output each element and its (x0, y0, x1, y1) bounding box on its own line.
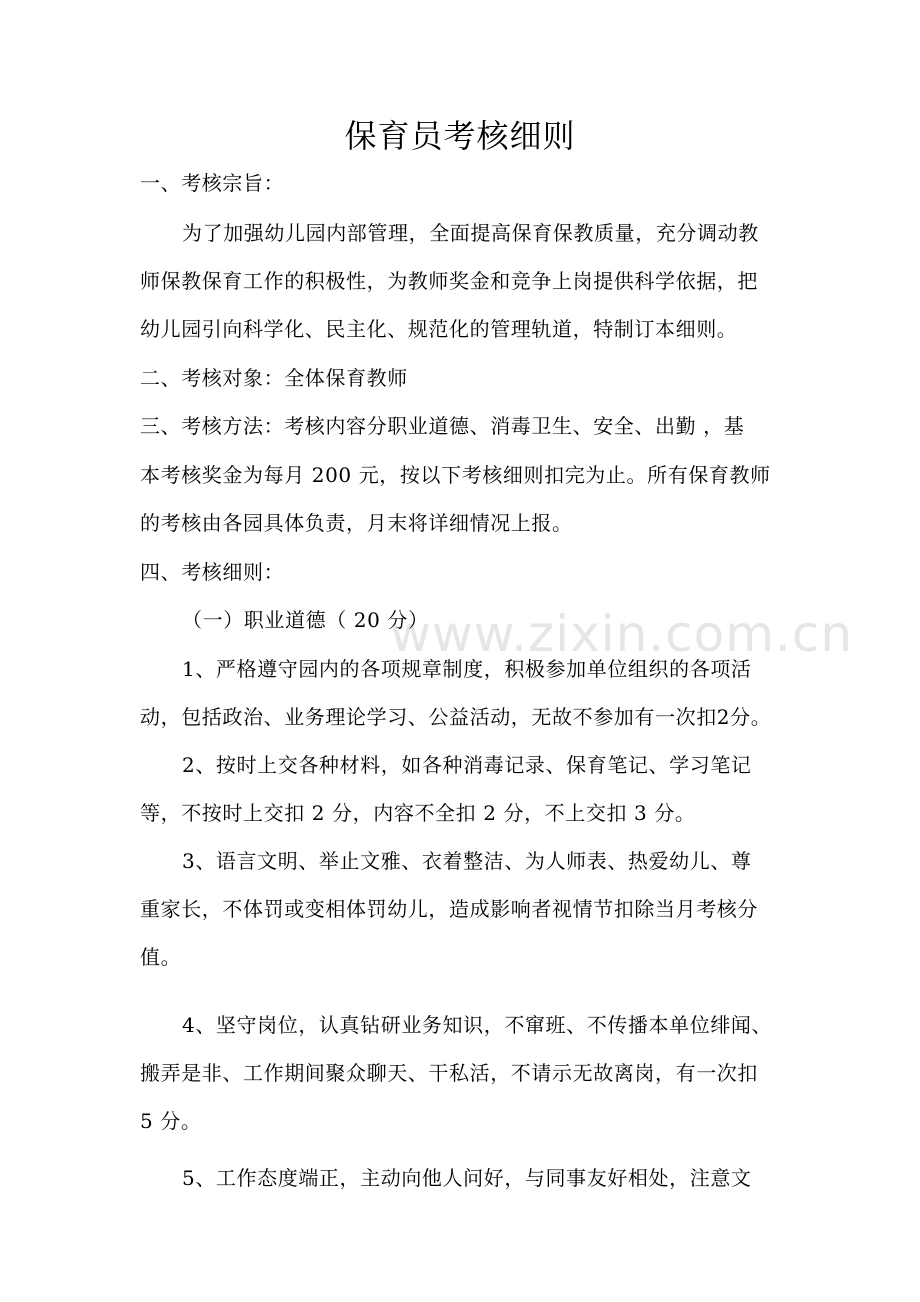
rule-item-5: 5、工作态度端正，主动向他人问好，与同事友好相处，注意文 (182, 1166, 752, 1190)
paragraph-line: 等，不按时上交扣 2 分，内容不全扣 2 分，不上交扣 3 分。 (140, 801, 696, 825)
section-heading-rules: 四、考核细则： (140, 560, 285, 584)
paragraph-line: 重家长，不体罚或变相体罚幼儿，造成影响者视情节扣除当月考核分 (140, 897, 758, 921)
section-heading-method: 三、考核方法：考核内容分职业道德、消毒卫生、安全、出勤 ，基 (140, 414, 745, 438)
paragraph-line: 值。 (140, 945, 182, 969)
rule-item-1: 1、严格遵守园内的各项规章制度，积极参加单位组织的各项活 (182, 657, 752, 681)
paragraph-line: 幼儿园引向科学化、民主化、规范化的管理轨道，特制订本细则。 (140, 317, 738, 341)
section-heading-purpose: 一、考核宗旨： (140, 171, 285, 195)
section-heading-target: 二、考核对象：全体保育教师 (140, 366, 408, 390)
paragraph-line: 动，包括政治、业务理论学习、公益活动，无故不参加有一次扣2分。 (140, 705, 772, 729)
paragraph-line: 5 分。 (140, 1109, 202, 1133)
paragraph-line: 为了加强幼儿园内部管理，全面提高保育保教质量，充分调动教 (182, 221, 759, 245)
rule-item-3: 3、语言文明、举止文雅、衣着整洁、为人师表、热爱幼儿、尊 (182, 849, 752, 873)
paragraph-line: 师保教保育工作的积极性，为教师奖金和竞争上岗提供科学依据，把 (140, 269, 758, 293)
subsection-heading-ethics: （一）职业道德（ 20 分） (182, 608, 429, 632)
paragraph-line: 搬弄是非、工作期间聚众聊天、干私活，不请示无故离岗，有一次扣 (140, 1061, 758, 1085)
paragraph-line: 本考核奖金为每月 200 元，按以下考核细则扣完为止。所有保育教师 (140, 463, 771, 487)
rule-item-4: 4、坚守岗位，认真钻研业务知识，不窜班、不传播本单位绯闻、 (182, 1013, 773, 1037)
watermark: www.zixin.com.cn (390, 605, 854, 663)
paragraph-line: 的考核由各园具体负责，月末将详细情况上报。 (140, 511, 573, 535)
rule-item-2: 2、按时上交各种材料，如各种消毒记录、保育笔记、学习笔记 (182, 753, 752, 777)
document-title: 保育员考核细则 (344, 117, 576, 155)
